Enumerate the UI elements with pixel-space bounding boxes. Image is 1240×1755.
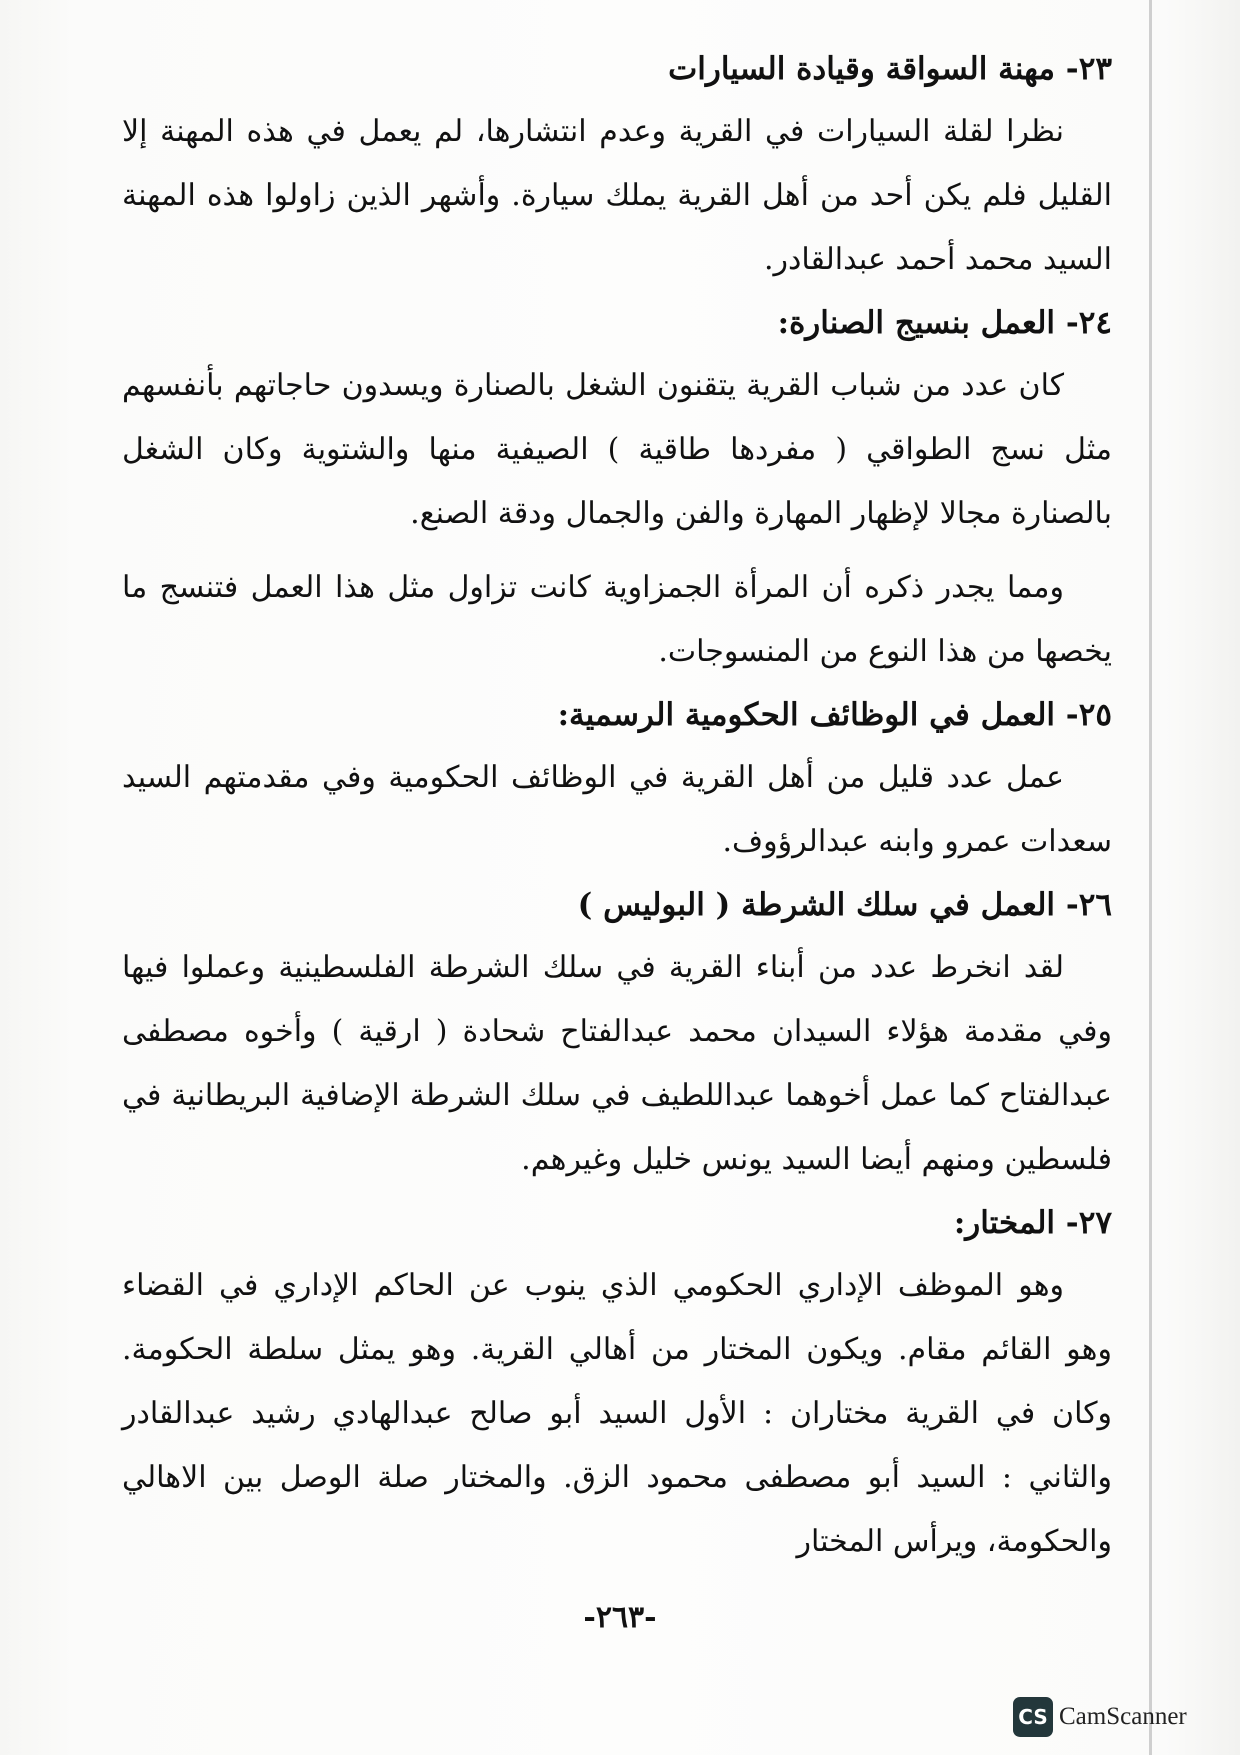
paragraph-24-b: ومما يجدر ذكره أن المرأة الجمزاوية كانت تزاول مثل هذا العمل فتنسج ما يخصها من هذا النوع من المنسوجات. <box>122 570 1112 669</box>
heading-23: ٢٣- مهنة السواقة وقيادة السيارات <box>668 51 1112 87</box>
heading-26: ٢٦- العمل في سلك الشرطة ( البوليس ) <box>577 887 1112 923</box>
camscanner-logo-icon: CS <box>1013 1697 1053 1737</box>
camscanner-watermark <box>1013 1697 1187 1737</box>
page-number: -٢٦٣- <box>583 1600 657 1635</box>
paragraph-23: نظرا لقلة السيارات في القرية وعدم انتشارها، لم يعمل في هذه المهنة إلا القليل فلم يكن أحد من أهل القرية يملك سيارة. وأشهر الذين زاولوا هذه المهنة السيد محمد أحمد عبدالقادر. <box>122 114 1112 277</box>
heading-24: ٢٤- العمل بنسيج الصنارة: <box>777 305 1112 341</box>
paragraph-27: وهو الموظف الإداري الحكومي الذي ينوب عن الحاكم الإداري في القضاء وهو القائم مقام. ويكون المختار من أهالي القرية. وهو يمثل سلطة الحكومة. وكان في القرية مختاران : الأول السيد أبو صالح عبدالهادي رشيد عبدالقادر والثاني : السيد أبو مصطفى محمود الزق. والمختار صلة الوصل بين الاهالي والحكومة، ويرأس المختار <box>122 1268 1112 1559</box>
heading-25: ٢٥- العمل في الوظائف الحكومية الرسمية: <box>557 697 1112 733</box>
paragraph-25: عمل عدد قليل من أهل القرية في الوظائف الحكومية وفي مقدمتهم السيد سعدات عمرو وابنه عبدالرؤوف. <box>122 760 1112 859</box>
camscanner-label: CamScanner <box>1059 1703 1187 1730</box>
heading-27: ٢٧- المختار: <box>953 1205 1112 1241</box>
page-edge <box>1149 0 1152 1755</box>
paragraph-24-a: كان عدد من شباب القرية يتقنون الشغل بالصنارة ويسدون حاجاتهم بأنفسهم مثل نسج الطواقي ( مفردها طاقية ) الصيفية منها والشتوية وكان الشغل بالصنارة مجالا لإظهار المهارة والفن والجمال ودقة الصنع. <box>122 368 1112 531</box>
paragraph-26: لقد انخرط عدد من أبناء القرية في سلك الشرطة الفلسطينية وعملوا فيها وفي مقدمة هؤلاء السيدان محمد عبدالفتاح شحادة ( ارقية ) وأخوه مصطفى عبدالفتاح كما عمل أخوهما عبداللطيف في سلك الشرطة الإضافية البريطانية في فلسطين ومنهم أيضا السيد يونس خليل وغيرهم. <box>122 950 1112 1177</box>
document-body <box>122 38 1112 1574</box>
